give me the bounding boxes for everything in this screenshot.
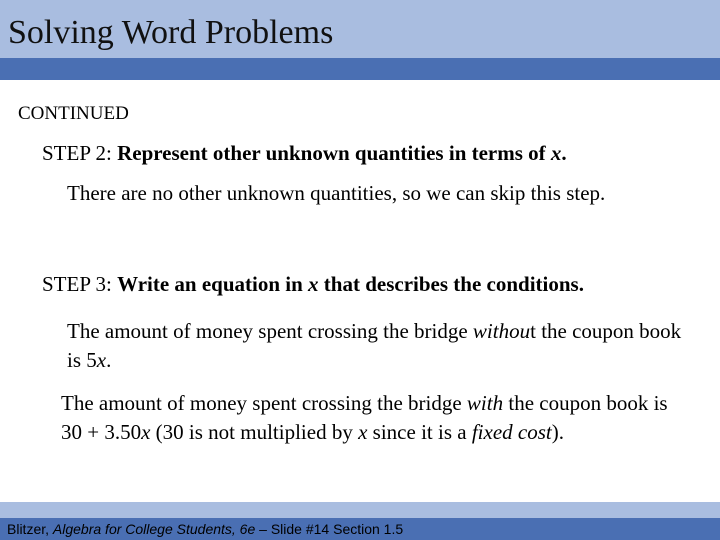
paragraph-with-coupon: The amount of money spent crossing the bridge with the coupon book is 30 + 3.50x (30 is not multiplied by x since it is a fixed cost). <box>61 391 668 444</box>
paragraph-without-coupon: The amount of money spent crossing the bridge without the coupon book is 5x. <box>67 319 682 372</box>
step-3-heading <box>42 271 584 297</box>
title-stripe <box>0 58 720 80</box>
footer-citation <box>7 520 403 539</box>
slide-title: Solving Word Problems <box>8 14 334 51</box>
step-2-heading <box>42 140 567 166</box>
footer-author: Blitzer, <box>7 521 50 537</box>
footer-slide-info: – Slide #14 Section 1.5 <box>259 521 404 537</box>
step-2-text: Represent other unknown quantities in terms of x. <box>117 141 567 165</box>
step-2-body: There are no other unknown quantities, so we can skip this step. <box>67 181 606 205</box>
continued-label: CONTINUED <box>18 103 129 124</box>
footer-bar <box>0 502 720 518</box>
step-3-label: STEP 3: <box>42 272 112 296</box>
step-2-label: STEP 2: <box>42 141 112 165</box>
footer-book-title: Algebra for College Students, 6e <box>52 521 256 537</box>
step-3-text: Write an equation in x that describes the conditions. <box>117 272 584 296</box>
